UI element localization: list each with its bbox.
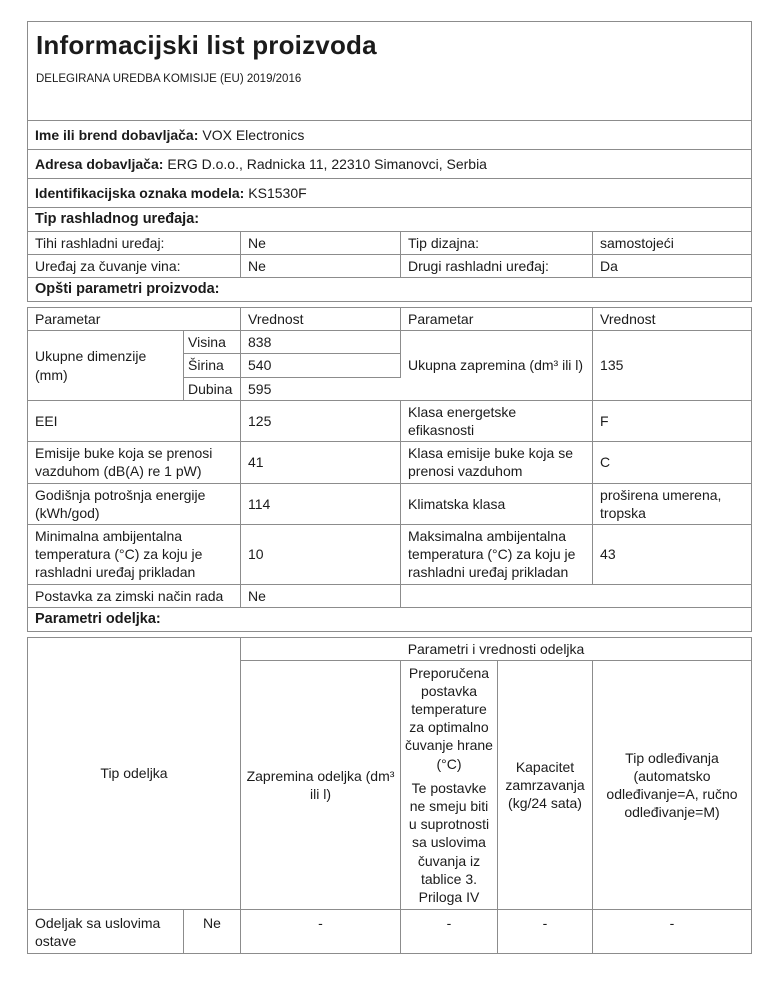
dimension-name: Širina — [184, 354, 241, 377]
parameter-value: F — [593, 400, 752, 441]
compartment-type-header: Tip odeljka — [28, 637, 241, 910]
title-row — [28, 22, 752, 121]
parameter-value: 43 — [593, 524, 752, 584]
field-value: VOX Electronics — [202, 126, 305, 143]
parameter-label: Postavka za zimski način rada — [28, 584, 241, 607]
compartment-section-heading-row — [28, 607, 752, 631]
compartment-volume-value: - — [241, 910, 401, 953]
parameter-label: Drugi rashladni uređaj: — [401, 255, 593, 278]
model-id-row — [28, 179, 752, 208]
compartment-row-label: Odeljak sa uslovima ostave — [28, 910, 184, 953]
temperature-header-main: Preporučena postavka temperature za optimalno čuvanje hrane (°C) — [405, 664, 493, 772]
empty-cell — [401, 584, 752, 607]
section-heading-opsti-parametri: Opšti parametri proizvoda: — [28, 278, 752, 302]
parameter-value: proširena umerena, tropska — [593, 483, 752, 524]
compartment-freezing-value: - — [498, 910, 593, 953]
table-row — [28, 231, 752, 254]
parameter-label: Tip dizajna: — [401, 231, 593, 254]
column-header: Vrednost — [593, 308, 752, 331]
table-row — [28, 442, 752, 483]
dimension-name: Dubina — [184, 377, 241, 400]
temperature-column-header — [401, 660, 498, 909]
document-title: Informacijski list proizvoda — [36, 30, 377, 60]
temperature-header-note: Te postavke ne smeju biti u suprotnosti sa uslovima čuvanja iz tablice 3. Priloga IV — [408, 779, 490, 905]
parameter-value: 125 — [241, 400, 401, 441]
parameter-label: Klimatska klasa — [401, 483, 593, 524]
compartment-defrost-value: - — [593, 910, 752, 953]
dimension-group-label: Ukupne dimenzije (mm) — [28, 331, 184, 401]
parameter-label: Uređaj za čuvanje vina: — [28, 255, 241, 278]
compartment-group-header-row — [28, 637, 752, 660]
parameter-label: Emisije buke koja se prenosi vazduhom (dB(A) re 1 pW) — [28, 442, 241, 483]
dimensions-row-height — [28, 331, 752, 354]
dimension-value: 838 — [241, 331, 401, 354]
parameter-label: Klasa emisije buke koja se prenosi vazduhom — [401, 442, 593, 483]
compartment-data-row — [28, 910, 752, 953]
parameter-label: Klasa energetske efikasnosti — [401, 400, 593, 441]
field-label: Identifikacijska oznaka modela: — [35, 184, 245, 201]
field-value: ERG D.o.o., Radnicka 11, 22310 Simanovci, Serbia — [167, 155, 487, 172]
title-cell — [28, 22, 752, 121]
compartment-flag: Ne — [184, 910, 241, 953]
product-information-sheet — [27, 21, 751, 954]
parameter-value: Da — [593, 255, 752, 278]
parameter-value: C — [593, 442, 752, 483]
field-value: KS1530F — [248, 184, 307, 201]
supplier-address-row — [28, 150, 752, 179]
dimension-value: 595 — [241, 377, 401, 400]
parameter-label: Godišnja potrošnja energije (kWh/god) — [28, 483, 241, 524]
freezing-column-header: Kapacitet zamrzavanja (kg/24 sata) — [498, 660, 593, 909]
supplier-info-table — [27, 21, 752, 302]
field-label: Ime ili brend dobavljača: — [35, 126, 199, 143]
parameter-label: EEI — [28, 400, 241, 441]
general-section-heading-row — [28, 278, 752, 302]
dimension-value: 540 — [241, 354, 401, 377]
volume-column-header: Zapremina odeljka (dm³ ili l) — [241, 660, 401, 909]
table-row — [28, 524, 752, 584]
section-heading-tip-rashladnog: Tip rashladnog uređaja: — [28, 208, 752, 232]
dimension-name: Visina — [184, 331, 241, 354]
parameter-label: Maksimalna ambijentalna temperatura (°C) za koju je rashladni uređaj prikladan — [401, 524, 593, 584]
type-section-heading-row — [28, 208, 752, 232]
section-heading-parametri-odeljka: Parametri odeljka: — [28, 607, 752, 631]
winter-setting-row — [28, 584, 752, 607]
table-row — [28, 483, 752, 524]
table-row — [28, 400, 752, 441]
general-parameters-table — [27, 307, 752, 631]
column-header: Parametar — [28, 308, 241, 331]
parameter-value: samostojeći — [593, 231, 752, 254]
compartment-group-header: Parametri i vrednosti odeljka — [241, 637, 752, 660]
regulation-subtitle: DELEGIRANA UREDBA KOMISIJE (EU) 2019/2016 — [36, 72, 302, 85]
parameter-label: Tihi rashladni uređaj: — [28, 231, 241, 254]
parameter-value: 41 — [241, 442, 401, 483]
defrost-column-header: Tip odleđivanja (automatsko odleđivanje=A, ručno odleđivanje=M) — [593, 660, 752, 909]
compartment-parameters-table — [27, 637, 752, 954]
parameter-value: 10 — [241, 524, 401, 584]
parameter-label: Minimalna ambijentalna temperatura (°C) za koju je rashladni uređaj prikladan — [28, 524, 241, 584]
total-volume-label: Ukupna zapremina (dm³ ili l) — [401, 331, 593, 401]
parameter-value: Ne — [241, 231, 401, 254]
total-volume-value: 135 — [593, 331, 752, 401]
parameter-value: Ne — [241, 255, 401, 278]
column-header: Parametar — [401, 308, 593, 331]
table-row — [28, 255, 752, 278]
parameter-value: Ne — [241, 584, 401, 607]
column-header-row — [28, 308, 752, 331]
compartment-temp-value: - — [401, 910, 498, 953]
field-label: Adresa dobavljača: — [35, 155, 164, 172]
supplier-name-row — [28, 121, 752, 150]
parameter-value: 114 — [241, 483, 401, 524]
column-header: Vrednost — [241, 308, 401, 331]
